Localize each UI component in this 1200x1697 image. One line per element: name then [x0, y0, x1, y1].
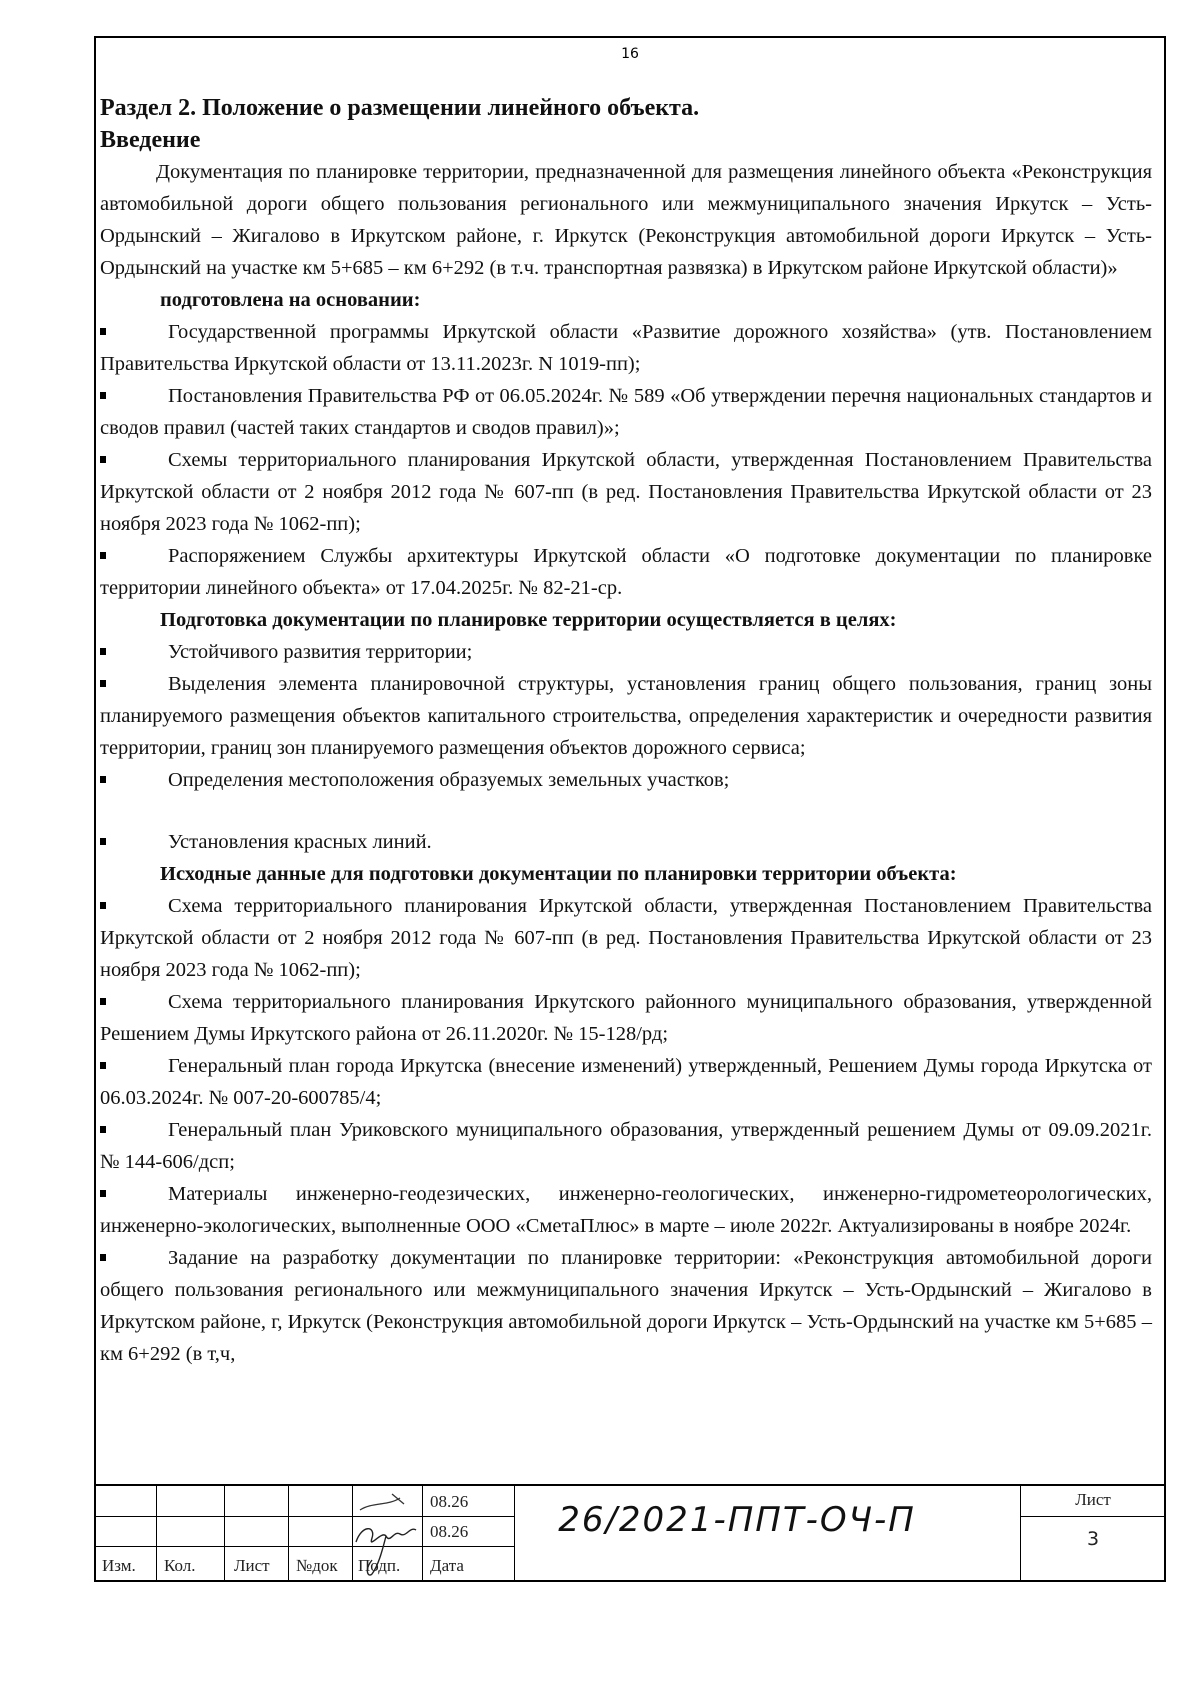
list-item-text: Схема территориального планирования Иркутской области, утвержденная Постановлением Правительства Иркутской области от 2 ноября 2012 года № 607-пп (в ред. Постановления Правительства Иркутской области от 23 ноября 2023 года № 1062-пп); — [100, 895, 1152, 981]
source-heading: Исходные данные для подготовки документации по планировки территории объекта: — [160, 863, 957, 885]
goals-heading: Подготовка документации по планировке территории осуществляется в целях: — [160, 609, 897, 631]
list-item-text: Генеральный план Уриковского муниципального образования, утвержденный решением Думы от 09.09.2021г. № 144-606/дсп; — [100, 1119, 1152, 1173]
list-item — [100, 1114, 1152, 1178]
document-body — [100, 92, 1152, 1370]
grid-line — [288, 1486, 289, 1580]
intro-paragraph: Документация по планировке территории, предназначенной для размещения линейного объекта «Реконструкция автомобильной дороги общего пользования регионального или межмуниципального значения Иркутск – Усть-Ордынский – Жигалово в Иркутском районе, г. Иркутск (Реконструкция автомобильной дороги Иркутск – Усть-Ордынский на участке км 5+685 – км 6+292 (в т.ч. транспортная развязка) в Иркутском районе Иркутской области)» — [100, 161, 1152, 279]
col-podp-label: Подп. — [358, 1556, 401, 1575]
bullet-icon — [100, 1062, 106, 1069]
list-item — [100, 1178, 1152, 1242]
grid-line — [96, 1546, 514, 1547]
col-date-label: Дата — [430, 1556, 464, 1575]
col-ndok-label: №док — [296, 1556, 338, 1575]
list-item-text: Задание на разработку документации по планировке территории: «Реконструкция автомобильной дороги общего пользования регионального или межмуниципального значения Иркутск – Усть-Ордынский – Жигалово в Иркутском районе, г, Иркутск (Реконструкция автомобильной дороги Иркутск – Усть-Ордынский на участке км 5+685 – км 6+292 (в т,ч, — [100, 1247, 1152, 1365]
date-value: 08.26 — [430, 1492, 469, 1511]
bullet-icon — [100, 998, 106, 1005]
title-block — [96, 1484, 1164, 1580]
list-item — [100, 540, 1152, 604]
col-kol-label: Кол. — [164, 1556, 196, 1575]
list-item — [100, 636, 1152, 668]
col-izm-label: Изм. — [102, 1556, 136, 1575]
list-item-text: Схемы территориального планирования Иркутской области, утвержденная Постановлением Правительства Иркутской области от 2 ноября 2012 года № 607-пп (в ред. Постановления Правительства Иркутской области от 23 ноября 2023 года № 1062-пп); — [100, 449, 1152, 535]
bullet-icon — [100, 838, 106, 845]
grid-line — [156, 1486, 157, 1580]
page-frame — [94, 36, 1166, 1582]
sheet-number: 3 — [1086, 1528, 1100, 1550]
list-item-text: Распоряжением Службы архитектуры Иркутской области «О подготовке документации по планировке территории линейного объекта» от 17.04.2025г. № 82-21-ср. — [100, 545, 1152, 599]
section-title: Раздел 2. Положение о размещении линейного объекта. — [100, 95, 700, 121]
page-number: 16 — [621, 46, 639, 62]
list-item-text: Материалы инженерно-геодезических, инженерно-геологических, инженерно-гидрометеорологических, инженерно-экологических, выполненные ООО «СметаПлюс» в марте – июле 2022г. Актуализированы в ноябре 2024г. — [100, 1183, 1152, 1237]
bullet-icon — [100, 1190, 106, 1197]
bullet-icon — [100, 552, 106, 559]
col-list-label: Лист — [234, 1556, 270, 1575]
intro-title: Введение — [100, 127, 201, 153]
bullet-icon — [100, 1254, 106, 1261]
list-item — [100, 1050, 1152, 1114]
bullet-icon — [100, 328, 106, 335]
basis-heading: подготовлена на основании: — [160, 289, 421, 311]
list-item — [100, 986, 1152, 1050]
list-item — [100, 316, 1152, 380]
sheet-label: Лист — [1075, 1490, 1111, 1509]
signature-icon — [342, 1490, 426, 1580]
grid-line — [1020, 1516, 1166, 1517]
list-item-text: Постановления Правительства РФ от 06.05.2024г. № 589 «Об утверждении перечня национальных стандартов и сводов правил (частей таких стандартов и сводов правил)»; — [100, 385, 1152, 439]
list-item-text: Схема территориального планирования Иркутского районного муниципального образования, утвержденной Решением Думы Иркутского района от 26.11.2020г. № 15-128/рд; — [100, 991, 1152, 1045]
list-item — [100, 826, 1152, 858]
grid-line — [96, 1516, 514, 1517]
bullet-icon — [100, 1126, 106, 1133]
bullet-icon — [100, 648, 106, 655]
list-item-text: Государственной программы Иркутской области «Развитие дорожного хозяйства» (утв. Постановлением Правительства Иркутской области от 13.11.2023г. N 1019-пп); — [100, 321, 1152, 375]
bullet-icon — [100, 902, 106, 909]
list-item — [100, 764, 1152, 796]
date-value: 08.26 — [430, 1522, 469, 1541]
list-item-text: Определения местоположения образуемых земельных участков; — [168, 769, 730, 791]
grid-line — [224, 1486, 225, 1580]
bullet-icon — [100, 456, 106, 463]
bullet-icon — [100, 392, 106, 399]
list-item-text: Устойчивого развития территории; — [168, 641, 473, 663]
list-item — [100, 668, 1152, 764]
list-item — [100, 444, 1152, 540]
bullet-icon — [100, 680, 106, 687]
list-item — [100, 380, 1152, 444]
list-item — [100, 1242, 1152, 1370]
spacer — [100, 796, 1152, 826]
document-code: 26/2021-ППТ-ОЧ-П — [558, 1500, 916, 1540]
bullet-icon — [100, 776, 106, 783]
list-item — [100, 890, 1152, 986]
list-item-text: Установления красных линий. — [168, 831, 432, 853]
list-item-text: Генеральный план города Иркутска (внесение изменений) утвержденный, Решением Думы города Иркутска от 06.03.2024г. № 007-20-600785/4; — [100, 1055, 1152, 1109]
list-item-text: Выделения элемента планировочной структуры, установления границ общего пользования, границ зоны планируемого размещения объектов капитального строительства, определения характеристик и очередности развития территории, границ зон планируемого размещения объектов дорожного сервиса; — [100, 673, 1152, 759]
